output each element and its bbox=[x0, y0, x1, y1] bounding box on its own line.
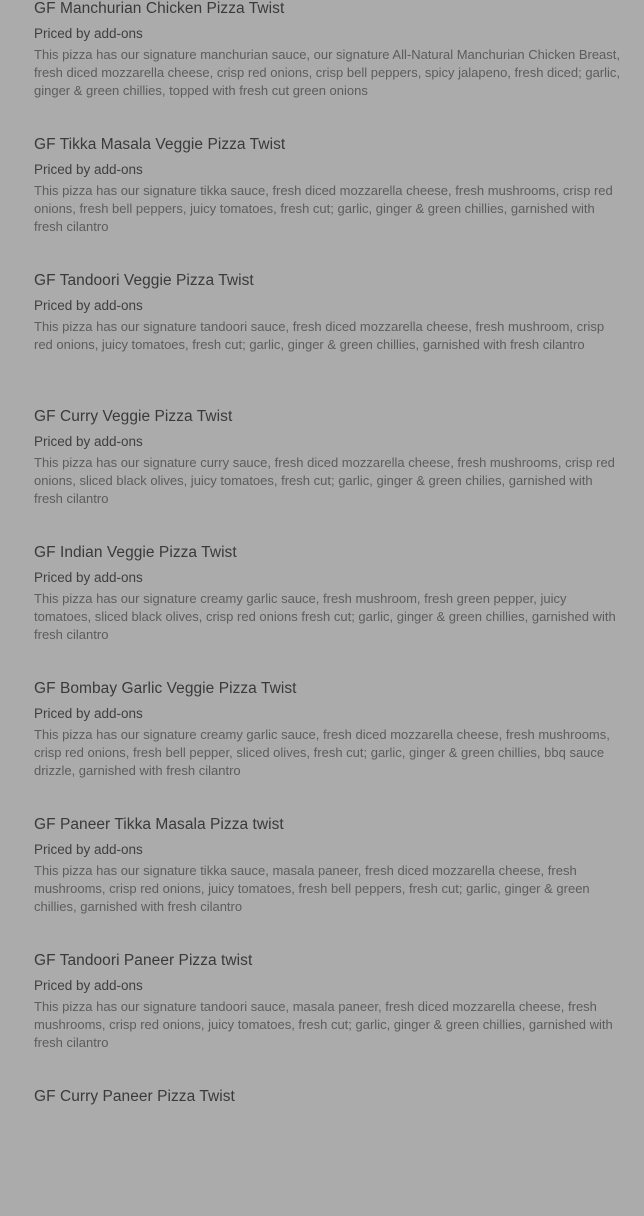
menu-item-title: GF Bombay Garlic Veggie Pizza Twist bbox=[34, 680, 297, 697]
menu-item-title: GF Paneer Tikka Masala Pizza twist bbox=[34, 816, 284, 833]
menu-item[interactable] bbox=[0, 1080, 644, 1216]
menu-item[interactable] bbox=[0, 672, 644, 808]
menu-item-price: Priced by add-ons bbox=[34, 26, 143, 41]
menu-item-title: GF Manchurian Chicken Pizza Twist bbox=[34, 0, 285, 17]
menu-item[interactable] bbox=[0, 536, 644, 672]
menu-item[interactable] bbox=[0, 400, 644, 536]
menu-item-title: GF Tandoori Paneer Pizza twist bbox=[34, 952, 253, 969]
menu-item-price: Priced by add-ons bbox=[34, 434, 143, 449]
menu-item-title: GF Curry Veggie Pizza Twist bbox=[34, 408, 233, 425]
menu-item-title: GF Indian Veggie Pizza Twist bbox=[34, 544, 237, 561]
menu-item-price: Priced by add-ons bbox=[34, 162, 143, 177]
menu-item-description: This pizza has our signature curry sauce, fresh diced mozzarella cheese, fresh mushrooms, crisp red onions, sliced black olives, juicy tomatoes, fresh cut; garlic, ginger & green chilies, garnished with fresh cilantro bbox=[34, 455, 615, 506]
menu-item-price: Priced by add-ons bbox=[34, 978, 143, 993]
menu-item-description: This pizza has our signature manchurian sauce, our signature All-Natural Manchurian Chicken Breast, fresh diced mozzarella cheese, crisp red onions, crisp bell peppers, spicy jalapeno, fresh diced; garlic, ginger & green chillies, topped with fresh cut green onions bbox=[34, 47, 621, 98]
menu-item[interactable] bbox=[0, 264, 644, 400]
menu-item-title: GF Curry Paneer Pizza Twist bbox=[34, 1088, 235, 1105]
menu-item-description: This pizza has our signature tikka sauce, fresh diced mozzarella cheese, fresh mushrooms, crisp red onions, fresh bell peppers, juicy tomatoes, fresh cut; garlic, ginger & green chillies, garnished with fresh cilantro bbox=[34, 183, 613, 234]
menu-item[interactable] bbox=[0, 0, 644, 128]
menu-item[interactable] bbox=[0, 808, 644, 944]
menu-item-title: GF Tikka Masala Veggie Pizza Twist bbox=[34, 136, 286, 153]
menu-item-description: This pizza has our signature creamy garlic sauce, fresh mushroom, fresh green pepper, juicy tomatoes, sliced black olives, crisp red onions fresh cut; garlic, ginger & green chillies, garnished with fresh cilantro bbox=[34, 591, 616, 642]
menu-item-description: This pizza has our signature tandoori sauce, fresh diced mozzarella cheese, fresh mushroom, crisp red onions, juicy tomatoes, fresh cut; garlic, ginger & green chillies, garnished with fresh cilantro bbox=[34, 319, 605, 352]
menu-item-price: Priced by add-ons bbox=[34, 298, 143, 313]
menu-item-description: This pizza has our signature creamy garlic sauce, fresh diced mozzarella cheese, fresh mushrooms, crisp red onions, fresh bell pepper, sliced olives, fresh cut; garlic, ginger & green chillies, bbq sauce drizzle, garnished with fresh cilantro bbox=[34, 727, 610, 778]
menu-item-price: Priced by add-ons bbox=[34, 570, 143, 585]
menu-item-description: This pizza has our signature tandoori sauce, masala paneer, fresh diced mozzarella cheese, fresh mushrooms, crisp red onions, juicy tomatoes, fresh cut; garlic, ginger & green chillies, garnished with fresh cilantro bbox=[34, 999, 613, 1050]
menu-item-title: GF Tandoori Veggie Pizza Twist bbox=[34, 272, 254, 289]
menu-item-price: Priced by add-ons bbox=[34, 842, 143, 857]
menu-item[interactable] bbox=[0, 944, 644, 1080]
menu-item[interactable] bbox=[0, 128, 644, 264]
menu-item-price: Priced by add-ons bbox=[34, 706, 143, 721]
menu-item-description: This pizza has our signature tikka sauce, masala paneer, fresh diced mozzarella cheese, fresh mushrooms, crisp red onions, juicy tomatoes, fresh bell peppers, fresh cut; garlic, ginger & green chillies, garnished with fresh cilantro bbox=[34, 863, 590, 914]
